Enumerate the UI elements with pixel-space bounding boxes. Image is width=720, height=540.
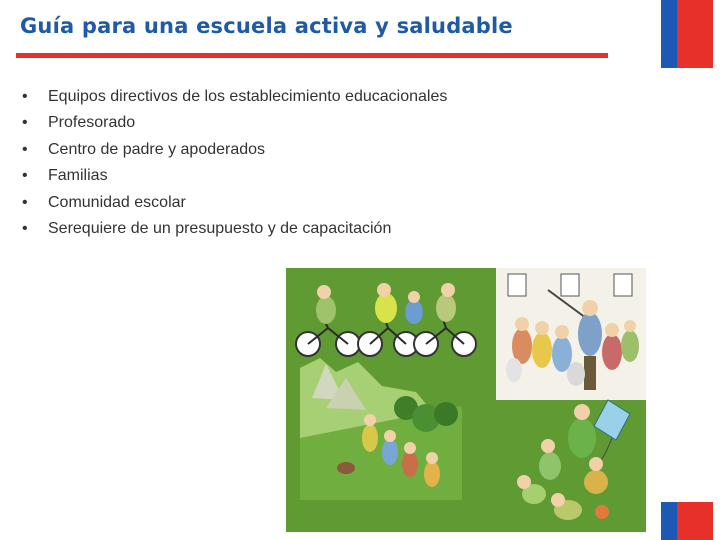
flag-blue-stripe [661, 502, 677, 540]
bullet-list [22, 86, 447, 244]
bullet-dot: • [22, 167, 28, 185]
flag-red-stripe [677, 502, 713, 540]
bullet-dot: • [22, 140, 28, 158]
flag-logo-bottom [661, 502, 713, 540]
flag-logo-top [661, 0, 713, 68]
bullet-dot: • [22, 219, 28, 237]
bullet-item [22, 112, 447, 138]
bullet-text: Equipos directivos de los establecimiento educacionales [48, 88, 448, 105]
bullet-text: Serequiere de un presupuesto y de capacitación [48, 219, 392, 237]
bullet-item [22, 165, 447, 191]
bullet-text: Comunidad escolar [48, 193, 186, 211]
bullet-dot: • [22, 193, 28, 211]
bullet-text: Centro de padre y apoderados [48, 140, 266, 158]
bullet-text: Profesorado [48, 114, 136, 132]
bullet-item [22, 86, 447, 112]
title-underline [16, 53, 608, 58]
slide-title: Guía para una escuela activa y saludable [20, 14, 513, 38]
flag-blue-stripe [661, 0, 677, 68]
bullet-item [22, 139, 447, 165]
flag-red-stripe [677, 0, 713, 68]
bullet-dot: • [22, 88, 28, 105]
bullet-item [22, 218, 447, 244]
bullet-dot: • [22, 114, 28, 132]
classroom-scene [496, 268, 646, 400]
bullet-item [22, 192, 447, 218]
bullet-text: Familias [48, 167, 108, 185]
school-activities-illustration [286, 268, 646, 532]
